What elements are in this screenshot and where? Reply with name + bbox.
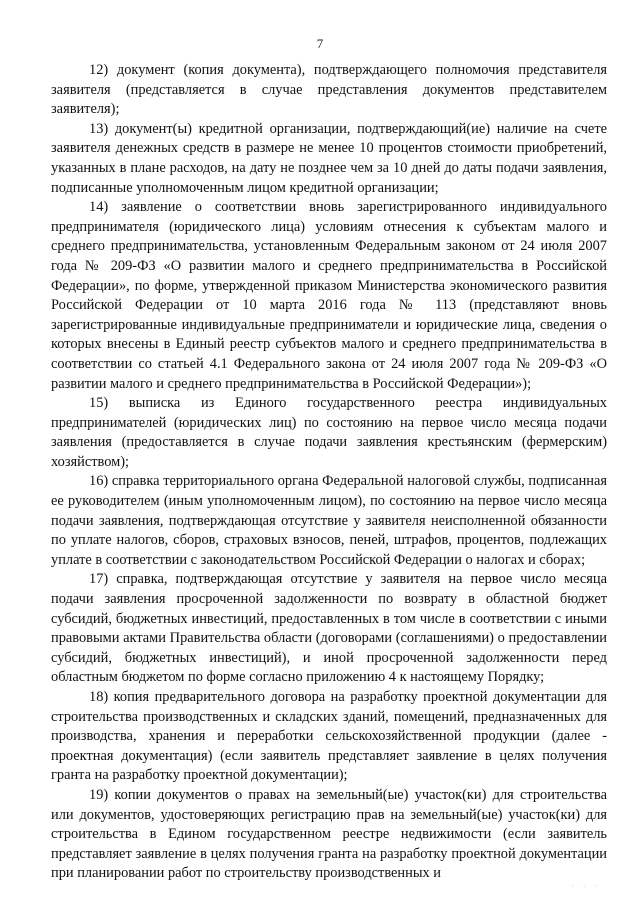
paragraph-item-12: 12) документ (копия документа), подтверждающего полномочия представителя заявителя (представляется в случае представления документов представителем заявителя); (51, 62, 607, 118)
paragraph-item-18: 18) копия предварительного договора на разработку проектной документации для строительства производственных и складских зданий, помещений, предназначенных для производства, хранения и переработки сельскохозяйственной продукции (далее - проектная документация) (если заявитель представляет заявление в целях получения гранта на разработку проектной документации); (51, 689, 607, 784)
page-number: 7 (316, 36, 324, 51)
paragraph-item-15: 15) выписка из Единого государственного реестра индивидуальных предпринимателей (юридических лиц) по состоянию на первое число месяца подачи заявления (предоставляется в случае подачи заявления крестьянским (фермерским) хозяйством); (51, 395, 607, 470)
paragraph-item-14: 14) заявление о соответствии вновь зарегистрированного индивидуального предпринимателя (юридического лица) условиям отнесения к субъектам малого и среднего предпринимательства, установленным Федеральным законом от 24 июля 2007 года № 209-ФЗ «О развитии малого и среднего предпринимательства в Российской Федерации», по форме, утвержденной приказом Министерства экономического развития Российской Федерации от 10 марта 2016 года № 113 (представляют вновь зарегистрированные индивидуальные предприниматели и юридические лица, сведения о которых внесены в Единый реестр субъектов малого и среднего предпринимательства в соответствии со статьей 4.1 Федерального закона от 24 июля 2007 года № 209-ФЗ «О развитии малого и среднего предпринимательства в Российской Федерации»); (51, 199, 607, 392)
paragraph-item-16: 16) справка территориального органа Федеральной налоговой службы, подписанная ее руководителем (иным уполномоченным лицом), по состоянию на первое число месяца подачи заявления, подтверждающая отсутствие у заявителя неисполненной обязанности по уплате налогов, сборов, страховых взносов, пеней, штрафов, процентов, подлежащих уплате в соответствии с законодательством Российской Федерации о налогах и сборах; (51, 473, 607, 568)
document-body (51, 61, 607, 884)
paragraph-item-17: 17) справка, подтверждающая отсутствие у заявителя на первое число месяца подачи заявления просроченной задолженности по возврату в областной бюджет субсидий, бюджетных инвестиций, предоставленных в том числе в соответствии с иными правовыми актами Правительства области (договорами (соглашениями) о предоставлении субсидий, бюджетных инвестиций), и иной просроченной задолженности перед областным бюджетом по форме согласно приложению 4 к настоящему Порядку; (51, 571, 607, 686)
scan-artifact-mark: · · · (571, 881, 600, 891)
paragraph-item-13: 13) документ(ы) кредитной организации, подтверждающий(ие) наличие на счете заявителя денежных средств в размере не менее 10 процентов стоимости приобретений, указанных в плане расходов, на дату не позднее чем за 10 дней до даты подачи заявления, подписанные уполномоченным лицом кредитной организации; (51, 120, 607, 196)
paragraph-item-19: 19) копии документов о правах на земельный(ые) участок(ки) для строительства или документов, удостоверяющих регистрацию прав на земельный(ые) участок(ки) для строительства в Едином государственном реестре недвижимости (если заявитель представляет заявление в целях получения гранта на разработку проектной документации при планировании работ по строительству производственных и (51, 786, 607, 882)
